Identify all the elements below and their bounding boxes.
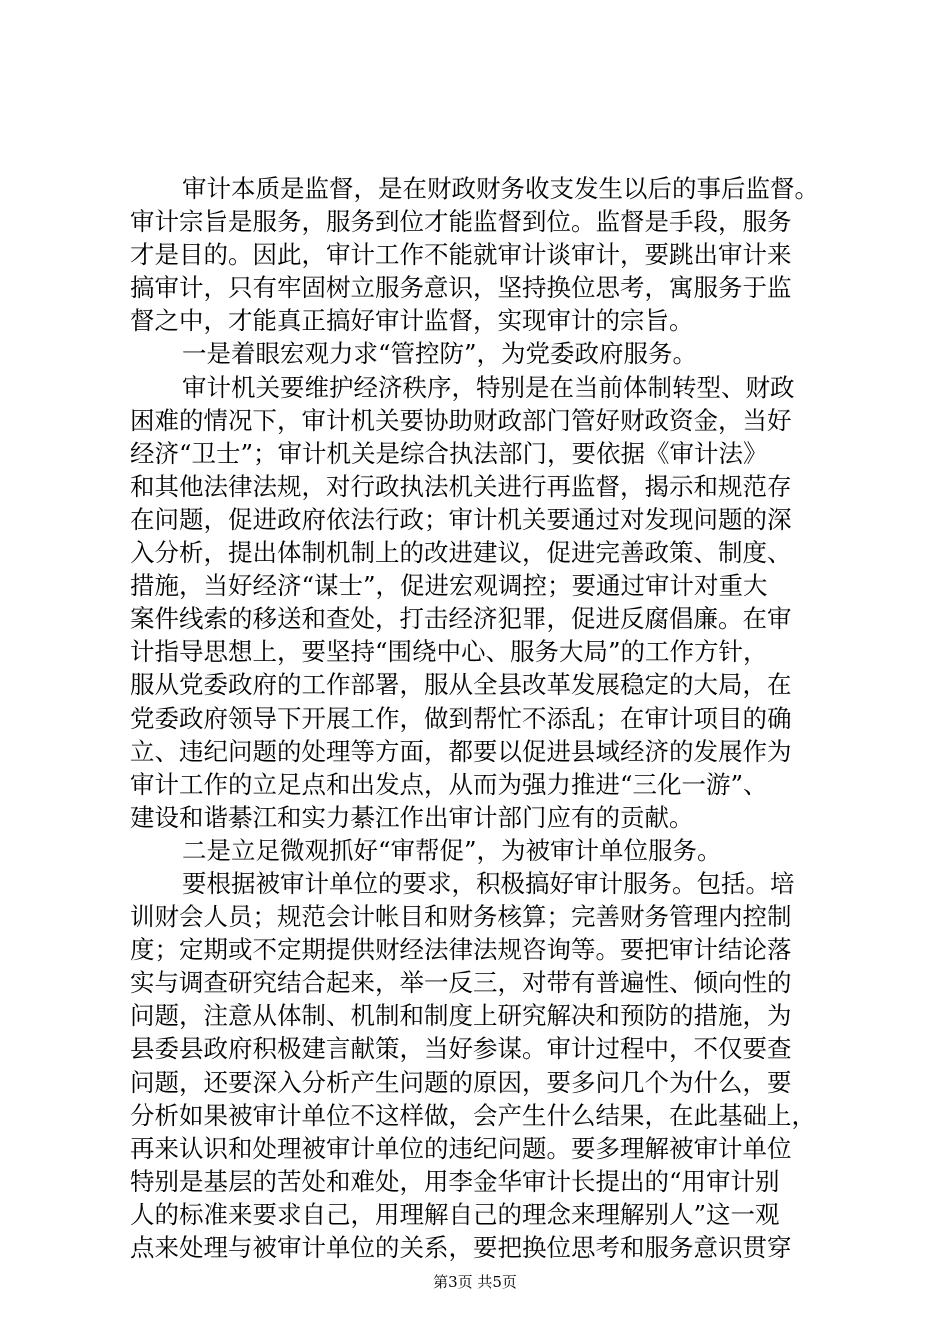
text-line: 训财会人员；规范会计帐目和财务核算；完善财务管理内控制 — [130, 902, 792, 932]
text-line: 和其他法律法规，对行政执法机关进行再监督，揭示和规范存 — [130, 471, 792, 501]
text-line: 县委县政府积极建言献策，当好参谋。审计过程中，不仅要查 — [130, 1034, 792, 1064]
text-line: 搞审计，只有牢固树立服务意识，坚持换位思考，寓服务于监 — [130, 273, 792, 303]
text-line: 再来认识和处理被审计单位的违纪问题。要多理解被审计单位 — [130, 1133, 792, 1163]
text-line: 特别是基层的苦处和难处，用李金华审计长提出的“用审计别 — [130, 1166, 780, 1196]
text-line: 督之中，才能真正搞好审计监督，实现审计的宗旨。 — [130, 306, 694, 336]
text-line: 二是立足微观抓好“审帮促”，为被审计单位服务。 — [182, 835, 722, 865]
text-line: 人的标准来要求自己，用理解自己的理念来理解别人”这一观 — [130, 1199, 780, 1229]
text-line: 才是目的。因此，审计工作不能就审计谈审计，要跳出审计来 — [130, 240, 792, 270]
text-line: 审计宗旨是服务，服务到位才能监督到位。监督是手段，服务 — [130, 207, 792, 237]
text-line: 度；定期或不定期提供财经法律法规咨询等。要把审计结论落 — [130, 935, 792, 965]
text-line: 困难的情况下，审计机关要协助财政部门管好财政资金，当好 — [130, 405, 792, 435]
page-footer — [0, 1272, 950, 1292]
text-line: 一是着眼宏观力求“管控防”，为党委政府服务。 — [182, 339, 698, 369]
text-line: 分析如果被审计单位不这样做，会产生什么结果，在此基础上， — [130, 1100, 816, 1130]
text-line: 经济“卫士”；审计机关是综合执法部门，要依据《审计法》 — [130, 438, 768, 468]
text-line: 审计工作的立足点和出发点，从而为强力推进“三化一游”、 — [130, 769, 768, 799]
text-line: 要根据被审计单位的要求，积极搞好审计服务。包括。培 — [182, 868, 795, 898]
text-line: 立、违纪问题的处理等方面，都要以促进县域经济的发展作为 — [130, 736, 792, 766]
text-line: 在问题，促进政府依法行政；审计机关要通过对发现问题的深 — [130, 504, 792, 534]
text-line: 措施，当好经济“谋士”，促进宏观调控；要通过审计对重大 — [130, 571, 768, 601]
page-number: 第3页 共5页 — [433, 1273, 517, 1291]
text-line: 审计本质是监督，是在财政财务收支发生以后的事后监督。 — [182, 174, 819, 203]
text-line: 党委政府领导下开展工作，做到帮忙不添乱；在审计项目的确 — [130, 703, 792, 733]
text-line: 审计机关要维护经济秩序，特别是在当前体制转型、财政 — [182, 372, 795, 402]
text-line: 服从党委政府的工作部署，服从全县改革发展稳定的大局，在 — [130, 670, 792, 700]
text-line: 实与调查研究结合起来，举一反三，对带有普遍性、倾向性的 — [130, 968, 792, 998]
text-line: 计指导思想上，要坚持“围绕中心、服务大局”的工作方针， — [130, 637, 768, 667]
text-line: 案件线索的移送和查处，打击经济犯罪，促进反腐倡廉。在审 — [130, 604, 792, 634]
text-line: 问题，还要深入分析产生问题的原因，要多问几个为什么，要 — [130, 1067, 792, 1097]
text-line: 点来处理与被审计单位的关系，要把换位思考和服务意识贯穿 — [130, 1233, 792, 1262]
text-line: 问题，注意从体制、机制和制度上研究解决和预防的措施，为 — [130, 1001, 792, 1031]
text-line: 建设和谐綦江和实力綦江作出审计部门应有的贡献。 — [130, 802, 694, 832]
text-line: 入分析，提出体制机制上的改进建议，促进完善政策、制度、 — [130, 538, 792, 568]
document-body — [130, 172, 842, 1262]
